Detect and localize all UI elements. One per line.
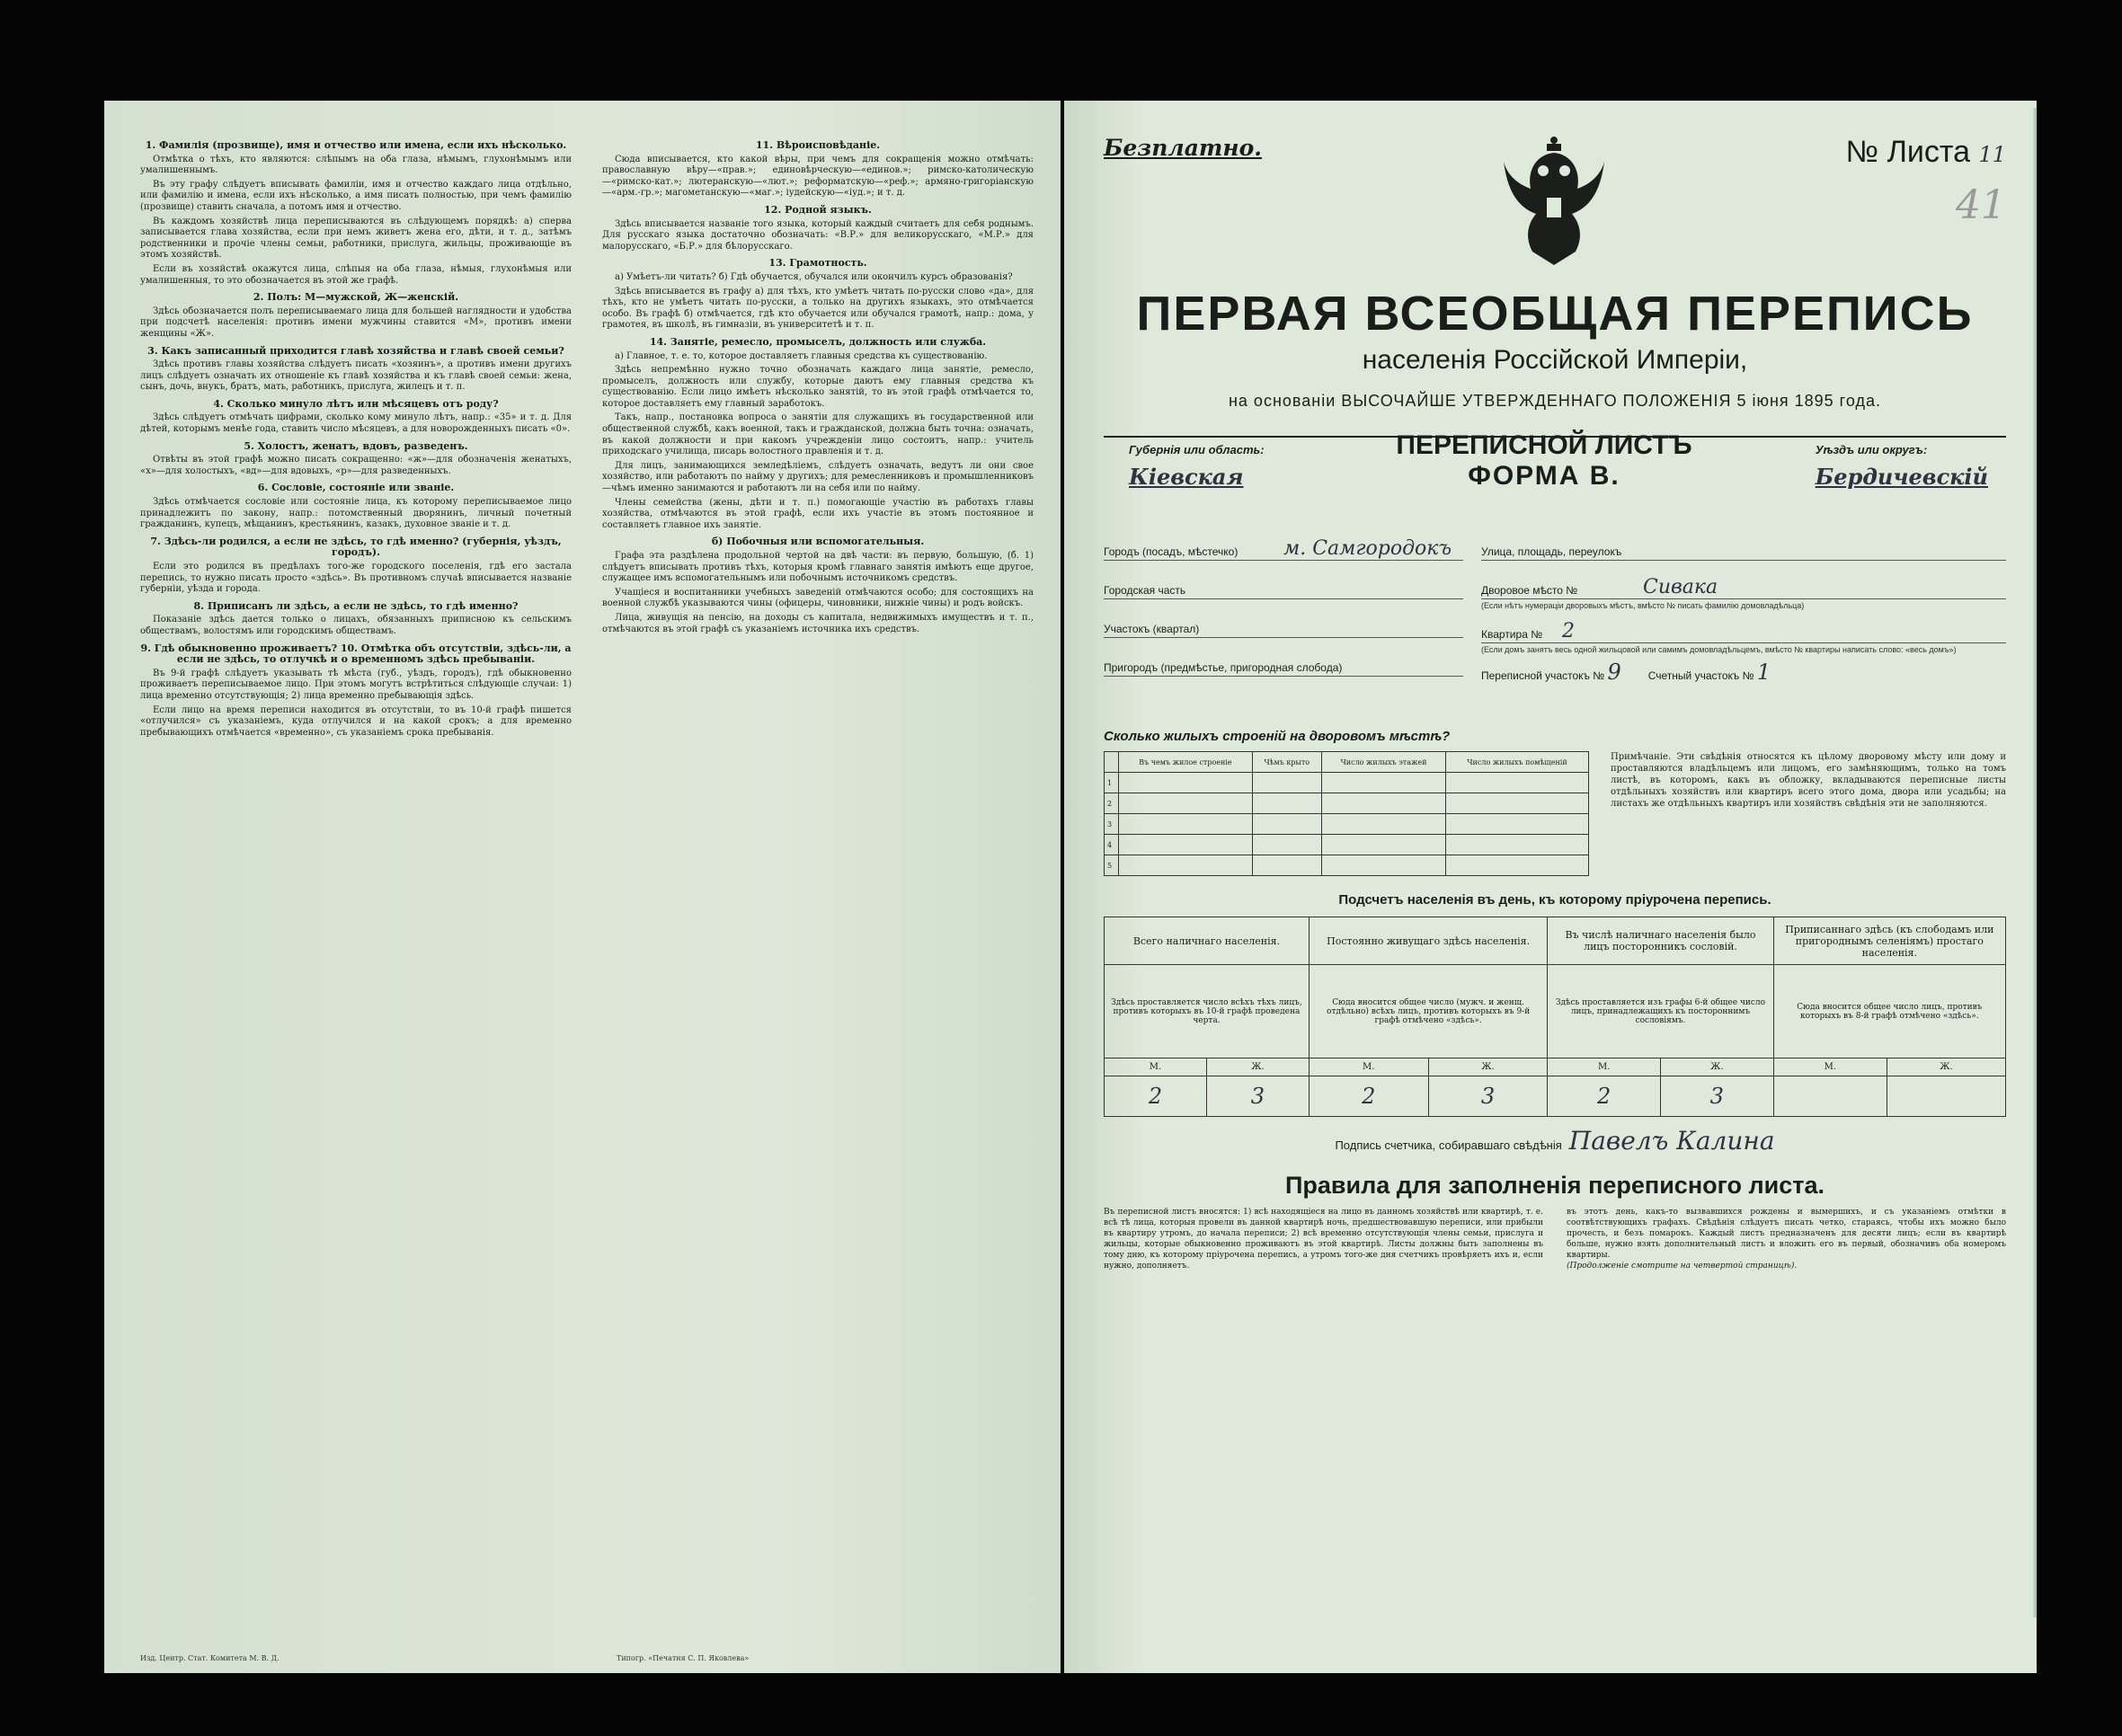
buildings-row [1105, 855, 1589, 876]
paragraph: Сюда вписывается, кто какой вѣры, при чемъ для сокращенія можно отмѣчать: православную вѣру—«прав.»; единовѣрческую—«единов.»; римско-католическую—«римско-кат.»; лютеранскую—«лют.»; реформатскую—«реф.»; армяно-григоріанскую—«арм.-гр.»; магометанскую—«маг.»; іудейскую—«іуд.»; и т. д. [602, 154, 1034, 199]
buildings-row [1105, 773, 1589, 793]
footer-right: Типогр. «Печатня С. П. Яковлева» [617, 1654, 750, 1662]
province-field: Губернія или область: Кіевская [1129, 443, 1265, 490]
paragraph: Здѣсь слѣдуетъ отмѣчать цифрами, сколько кому минуло лѣтъ, напр.: «35» и т. д. Для дѣтей, которымъ менѣе года, ставить число мѣсяцевъ, а для новорожденныхъ писать «0». [140, 412, 572, 435]
mf-cell: М. [1309, 1058, 1428, 1076]
paragraph: а) Умѣетъ-ли читать? б) Гдѣ обучается, обучался или окончилъ курсъ образованія? [615, 271, 1013, 282]
paragraph: Если лицо на время переписи находится въ отсутствіи, то въ 10-й графѣ пишется «отлучился» съ указаніемъ, куда отлучился и на какой срокъ; а для временно пребывающихъ отмѣчается «временно», съ указаніемъ срока пребыванія. [140, 704, 572, 738]
mf-cell: М. [1773, 1058, 1887, 1076]
paragraph: Если это родился въ предѣлахъ того-же городского поселенія, гдѣ его застала перепись, то нужно писать просто «здѣсь». Въ противномъ случаѣ вписывается названіе губерніи, уѣзда и города. [140, 562, 572, 595]
empty-cell [1321, 835, 1445, 855]
empty-cell [1252, 855, 1321, 876]
paragraph: Лица, живущія на пенсію, на доходы съ капитала, недвижимыхъ имуществъ и т. п., отмѣчаются въ этой графѣ съ указаніемъ источника ихъ средствъ. [602, 612, 1034, 634]
empty-cell [1446, 835, 1589, 855]
rules-text: Въ переписной листъ вносятся: 1) всѣ находящіеся на лицо въ данномъ хозяйствѣ или квартирѣ, т. е. всѣ тѣ лица, которыя провели въ данной квартирѣ ночь, предшествовавшую переписи, или прибыли въ квартиру утромъ, до начала переписи; 2) всѣ временно отсутствующія члены семьи, прислуга и жильцы, которые обыкновенно проживаютъ въ этой квартирѣ. Листы должны быть заполнены въ тому дню, къ которому пріурочена перепись, а утромъ того-же дня счетчикъ провѣряетъ ихъ и, если нужно, дополняетъ. въ этотъ день, какъ-то вызвавшихся рождены и вымершихъ, и съ указаніемъ отмѣтки в соотвѣтствующихъ графахъ. Свѣдѣнія слѣдуетъ писать четко, стараясь, чтобы ихъ можно было прочесть, и безъ помарокъ. Каждый листъ предназначенъ для десяти лицъ; если въ квартирѣ больше, нужно взять дополнительный листъ и вложить его въ первый, обозначивъ оба номеромъ квартиры. (Продолженіе смотрите на четвертой страницѣ). [1104, 1208, 2006, 1271]
enumerator-signature: Подпись счетчика, собиравшаго свѣдѣнія Павелъ Калина [1335, 1126, 1775, 1156]
paragraph: Здѣсь отмѣчается сословіе или состояніе лица, къ которому переписываемое лицо принадлежитъ по закону, напр.: потомственный дворянинъ, личный почетный гражданинъ, купецъ, мѣщанинъ, крестьянинъ, казакъ, духовное званіе и т. д. [140, 497, 572, 530]
empty-cell [1321, 814, 1445, 835]
empty-cell [1252, 793, 1321, 814]
row-number: 3 [1105, 814, 1119, 835]
paragraph: Учащіеся и воспитанники учебныхъ заведеній отмѣчаются особо; для состоящихъ на военной службѣ указываются чины (офицеры, чиновники, нижніе чины) и родъ войскъ. [602, 587, 1034, 609]
empty-cell [1321, 793, 1445, 814]
census-subtitle: населенія Россійской Имперіи, [1362, 345, 1748, 375]
sheet-number: № Листа 11 [1845, 135, 2006, 169]
city-part-field: Городская часть [1104, 564, 1463, 599]
mf-cell: М. [1105, 1058, 1207, 1076]
census-title: ПЕРВАЯ ВСЕОБЩАЯ ПЕРЕПИСЬ [1136, 287, 1974, 341]
right-page [1064, 101, 2037, 1673]
instructions-column-2 [602, 135, 1034, 1637]
mf-cell: Ж. [1428, 1058, 1548, 1076]
mf-cell: М. [1548, 1058, 1661, 1076]
form-header [1104, 430, 2006, 518]
house-field: Дворовое мѣсто № Сивака [1481, 564, 2006, 599]
paragraph: а) Главное, т. е. то, которое доставляетъ главныя средства къ существованію. [615, 350, 988, 361]
section-heading: 7. Здѣсь-ли родился, а если не здѣсь, то гдѣ именно? (губернія, уѣздъ, городъ). [150, 535, 562, 559]
form-title: ПЕРЕПИСНОЙ ЛИСТЪ ФОРМА В. [1396, 430, 1692, 491]
rules-title: Правила для заполненія переписного листа. [1284, 1172, 1825, 1199]
footer-left: Изд. Центр. Стат. Комитета М. В. Д. [140, 1654, 280, 1662]
section-heading: 6. Сословіе, состояніе или званіе. [257, 482, 455, 494]
paragraph: Здѣсь обозначается полъ переписываемаго лица для большей наглядности и удобства при подсчетѣ населенія: противъ имени мужчины ставится «М», противъ имени женщины «Ж». [140, 306, 572, 339]
row-number: 1 [1105, 773, 1119, 793]
section-heading: 4. Сколько минуло лѣтъ или мѣсяцевъ отъ роду? [213, 397, 499, 410]
paragraph: Здѣсь непремѣнно нужно точно обозначать каждаго лица занятіе, ремесло, промыселъ, должность или службу, которые даютъ ему главныя средства къ существованію. Если лицо имѣетъ нѣсколько занятій, то въ этой графѣ отмѣчается то, которое доставляетъ ему главный заработокъ. [602, 365, 1034, 409]
imperial-eagle-emblem [1500, 135, 1608, 270]
pop-desc-cell: Здѣсь проставляется изъ графы 6-й общее число лицъ, принадлежащихъ къ постороннимъ сословіямъ. [1548, 965, 1773, 1058]
paragraph: Въ каждомъ хозяйствѣ лица переписываются въ слѣдующемъ порядкѣ: а) сперва записывается глава хозяйства, если при немъ живетъ жена его, дѣти, и т. д., затѣмъ родственники и прочіе члены семьи, работники, прислуга, жильцы, проживающіе въ этомъ хозяйствѣ. [140, 216, 572, 261]
pop-values-cell: 3 [1206, 1076, 1309, 1117]
empty-cell [1119, 855, 1252, 876]
section-heading: 12. Родной языкъ. [764, 203, 872, 216]
paragraph: Члены семейства (жены, дѣти и т. п.) помогающіе участію въ работахъ главы хозяйства, отмѣчаются въ этой графѣ, если ихъ участіе въ этомъ постоянное и составляетъ главное ихъ занятіе. [602, 497, 1034, 530]
pop-heads-cell: Всего наличнаго населенія. [1105, 917, 1310, 965]
population-count-title: Подсчетъ населенія въ день, къ которому пріурочена перепись. [1338, 892, 1771, 908]
section-heading: 9. Гдѣ обыкновенно проживаетъ? 10. Отмѣтка объ отсутствіи, здѣсь-ли, а если не здѣсь, то отлучкѣ и о временномъ здѣсь пребываніи. [140, 642, 572, 666]
city-field: Городъ (посадъ, мѣстечко) м. Самгородокъ [1104, 526, 1463, 561]
row-number: 5 [1105, 855, 1119, 876]
buildings-header [1105, 752, 1119, 773]
buildings-row [1105, 793, 1589, 814]
mf-cell: Ж. [1887, 1058, 2005, 1076]
pop-heads-cell: Постоянно живущаго здѣсь населенія. [1309, 917, 1548, 965]
pencil-number: 41 [1956, 182, 2006, 228]
buildings-header: Въ чемъ жилое строеніе [1119, 752, 1252, 773]
empty-cell [1252, 835, 1321, 855]
buildings-row [1105, 835, 1589, 855]
buildings-table [1104, 751, 1589, 876]
paragraph: Показаніе здѣсь дается только о лицахъ, обязанныхъ приписною къ сельскимъ обществамъ, волостямъ или городскимъ обществамъ. [140, 615, 572, 636]
section-heading: 8. Приписанъ ли здѣсь, а если не здѣсь, то гдѣ именно? [193, 599, 519, 612]
suburb-field: Пригородъ (предмѣстье, пригородная слобода) [1104, 642, 1463, 677]
population-count-table [1104, 917, 2006, 1117]
pop-heads-cell: Въ числѣ наличнаго населенія было лицъ посторонникъ сословій. [1548, 917, 1773, 965]
row-number: 4 [1105, 835, 1119, 855]
free-label: Безплатно. [1104, 135, 1262, 161]
district-field: Уѣздъ или округъ: Бердичевскій [1815, 443, 1988, 490]
buildings-row [1105, 814, 1589, 835]
paragraph: Если въ хозяйствѣ окажутся лица, слѣпыя на оба глаза, нѣмыя, глухонѣмыя или умалишенныя, то это обозначается въ этой же графѣ. [140, 263, 572, 286]
census-basis: на основаніи ВЫСОЧАЙШЕ УТВЕРЖДЕННАГО ПОЛОЖЕНІЯ 5 іюня 1895 года. [1228, 392, 1881, 410]
empty-cell [1321, 773, 1445, 793]
street-field: Улица, площадь, переулокъ [1481, 526, 2006, 561]
empty-cell [1446, 855, 1589, 876]
note-text: Примѣчаніе. Эти свѣдѣнія относятся къ цѣлому дворовому мѣсту или дому и проставляются владѣльцемъ или лицомъ, его замѣняющимъ, только на томъ листѣ, въ которомъ, какъ въ обложку, вкладываются переписные листы отдѣльныхъ хозяйствъ или квартиръ всего этого дома, двора или усадьбы; на листахъ же отдѣльныхъ квартиръ или хозяйствъ свѣдѣнія эти не заполняются. [1611, 752, 2006, 809]
section-heading: б) Побочныя или вспомогательныя. [711, 536, 925, 548]
pop-desc-cell: Здѣсь проставляется число всѣхъ тѣхъ лицъ, противъ которыхъ въ 10-й графѣ проведена черта. [1105, 965, 1310, 1058]
empty-cell [1119, 773, 1252, 793]
empty-cell [1119, 835, 1252, 855]
paragraph: Здѣсь вписывается въ графу а) для тѣхъ, кто умѣетъ читать по-русски слово «да», для тѣхъ, кто не умѣетъ читать по-русски, а только на другихъ языкахъ, это отмѣчается особо. Въ графѣ б) отмѣчается, гдѣ кто обучается или обучался грамотѣ, напр.: дома, у грамотея, въ школѣ, въ гимназіи, въ университетѣ и т. п. [602, 286, 1034, 331]
empty-cell [1446, 793, 1589, 814]
section-heading: 11. Вѣроисповѣданіе. [755, 139, 881, 151]
section-heading: 1. Фамилія (прозвище), имя и отчество или имена, если ихъ нѣсколько. [145, 139, 567, 151]
section-heading: 14. Занятіе, ремесло, промыселъ, должность или служба. [649, 335, 987, 348]
paragraph: Въ эту графу слѣдуетъ вписывать фамиліи, имя и отчество каждаго лица отдѣльно, или фамилію и имена, если ихъ нѣсколько, а имя писать полностью, при чемъ фамилію (прозвище) ставить сначала, а потомъ имя и отчество. [140, 179, 572, 212]
section-heading: 3. Какъ записанный приходится главѣ хозяйства и главѣ своей семьи? [147, 344, 564, 357]
pop-values-cell: 2 [1548, 1076, 1661, 1117]
empty-cell [1119, 814, 1252, 835]
section-heading: 13. Грамотность. [768, 257, 867, 270]
left-page [104, 101, 1061, 1673]
census-area-row: Переписной участокъ № 9 Счетный участокъ № 1 [1481, 660, 1771, 685]
section-heading: 5. Холостъ, женатъ, вдовъ, разведенъ. [244, 439, 468, 452]
buildings-header: Чѣмъ крыто [1252, 752, 1321, 773]
paragraph: Отмѣтка о тѣхъ, кто являются: слѣпымъ на оба глаза, нѣмымъ, глухонѣмымъ или умалишеннымъ. [140, 154, 572, 176]
empty-cell [1446, 773, 1589, 793]
paragraph: Такъ, напр., постановка вопроса о занятіи для служащихъ въ государственной или общественной службѣ, какъ военной, такъ и гражданской, должна быть точна: означать, въ какой должности и при какомъ учрежденіи лицо состоитъ, напр.: учитель приходскаго училища, писарь волостного правленія и т. д. [602, 412, 1034, 457]
mf-cell: Ж. [1206, 1058, 1309, 1076]
paragraph: Въ 9-й графѣ слѣдуетъ указывать тѣ мѣста (губ., уѣздъ, городъ), гдѣ обыкновенно проживаетъ переписываемое лицо. При этомъ могутъ встрѣтиться слѣдующіе случаи: 1) лица временно отсутствующія; 2) лица временно пребывающія здѣсь. [140, 668, 572, 701]
buildings-header: Число жилыхъ этажей [1321, 752, 1445, 773]
paragraph: Графа эта раздѣлена продольной чертой на двѣ части: въ первую, большую, (б. 1) слѣдуетъ вписывать противъ тѣхъ, которыя кромѣ главнаго занятія имѣютъ еще другое, служащее имъ вспомогательнымъ или побочнымъ источникомъ средствъ. [602, 551, 1034, 584]
pop-values-cell [1773, 1076, 1887, 1117]
book-spread [104, 101, 2037, 1673]
empty-cell [1252, 814, 1321, 835]
buildings-header: Число жилыхъ помѣщеній [1446, 752, 1589, 773]
pop-values-cell: 3 [1661, 1076, 1774, 1117]
pop-heads-cell: Приписаннаго здѣсь (къ слободамъ или пригороднымъ селеніямъ) простаго населенія. [1773, 917, 2005, 965]
dwellings-question: Сколько жилыхъ строеній на дворовомъ мѣстѣ? [1104, 729, 1451, 744]
paragraph: Для лицъ, занимающихся земледѣліемъ, слѣдуетъ означать, ведутъ ли они свое хозяйство, или работаютъ по найму у другихъ; для ремесленниковъ и промышленниковъ—чѣмъ именно занимаются и работаютъ ли на себя или по найму. [602, 460, 1034, 494]
empty-cell [1119, 793, 1252, 814]
page-edges [2033, 108, 2037, 1617]
pop-desc-cell: Сюда вносится общее число лицъ, противъ которыхъ въ 8-й графѣ отмѣчено «здѣсь». [1773, 965, 2005, 1058]
pop-desc-cell: Сюда вносится общее число (мужч. и женщ. отдѣльно) всѣхъ лицъ, противъ которыхъ въ 9-й графѣ отмѣчено «здѣсь». [1309, 965, 1548, 1058]
section-heading: 2. Полъ: М—мужской, Ж—женскій. [253, 291, 459, 304]
pop-values-cell: 2 [1309, 1076, 1428, 1117]
address-block: Городъ (посадъ, мѣстечко) м. Самгородокъ Городская часть Участокъ (квартал) Пригородъ (предмѣстье, пригородная слобода) Улица, площадь, переулокъ Дворовое мѣсто № Сивака (Если нѣтъ нумераціи дворовыхъ мѣстъ, вмѣсто № писать фамилію домовладѣльца) Квартира № 2 (Если домъ занятъ весь одной жильцовой или самимъ домовладѣльцемъ, вмѣсто № квартиры написать слово: «весь домъ») Переписной участокъ № 9 Счетный участокъ № 1 [1104, 526, 2006, 723]
pop-values-cell: 2 [1105, 1076, 1207, 1117]
paragraph: Отвѣты въ этой графѣ можно писать сокращенно: «ж»—для обозначенія женатыхъ, «х»—для холостыхъ, «вд»—для вдовыхъ, «р»—для разведенныхъ. [140, 455, 572, 476]
paragraph: Здѣсь вписывается названіе того языка, который каждый считаетъ для себя роднымъ. Для русскаго языка достаточно обозначать: «В.Р.» для великорусскаго, «М.Р.» для малорусскаго, «Б.Р.» для бѣлорусскаго. [602, 218, 1034, 252]
pop-values-cell [1887, 1076, 2005, 1117]
empty-cell [1252, 773, 1321, 793]
empty-cell [1446, 814, 1589, 835]
row-number: 2 [1105, 793, 1119, 814]
quarter-field: Участокъ (квартал) [1104, 603, 1463, 638]
empty-cell [1321, 855, 1445, 876]
pop-values-cell: 3 [1428, 1076, 1548, 1117]
mf-cell: Ж. [1661, 1058, 1774, 1076]
instructions-column-1 [140, 135, 572, 1637]
apartment-field: Квартира № 2 [1481, 616, 2006, 643]
paragraph: Здѣсь противъ главы хозяйства слѣдуетъ писать «хозяинъ», а противъ имени другихъ лицъ слѣдуетъ означать их отношеніе къ главѣ хозяйства и къ главѣ своей семьи: жена, сынъ, дочь, внукъ, братъ, мать, работникъ, прислуга, жилецъ и т. п. [140, 359, 572, 393]
